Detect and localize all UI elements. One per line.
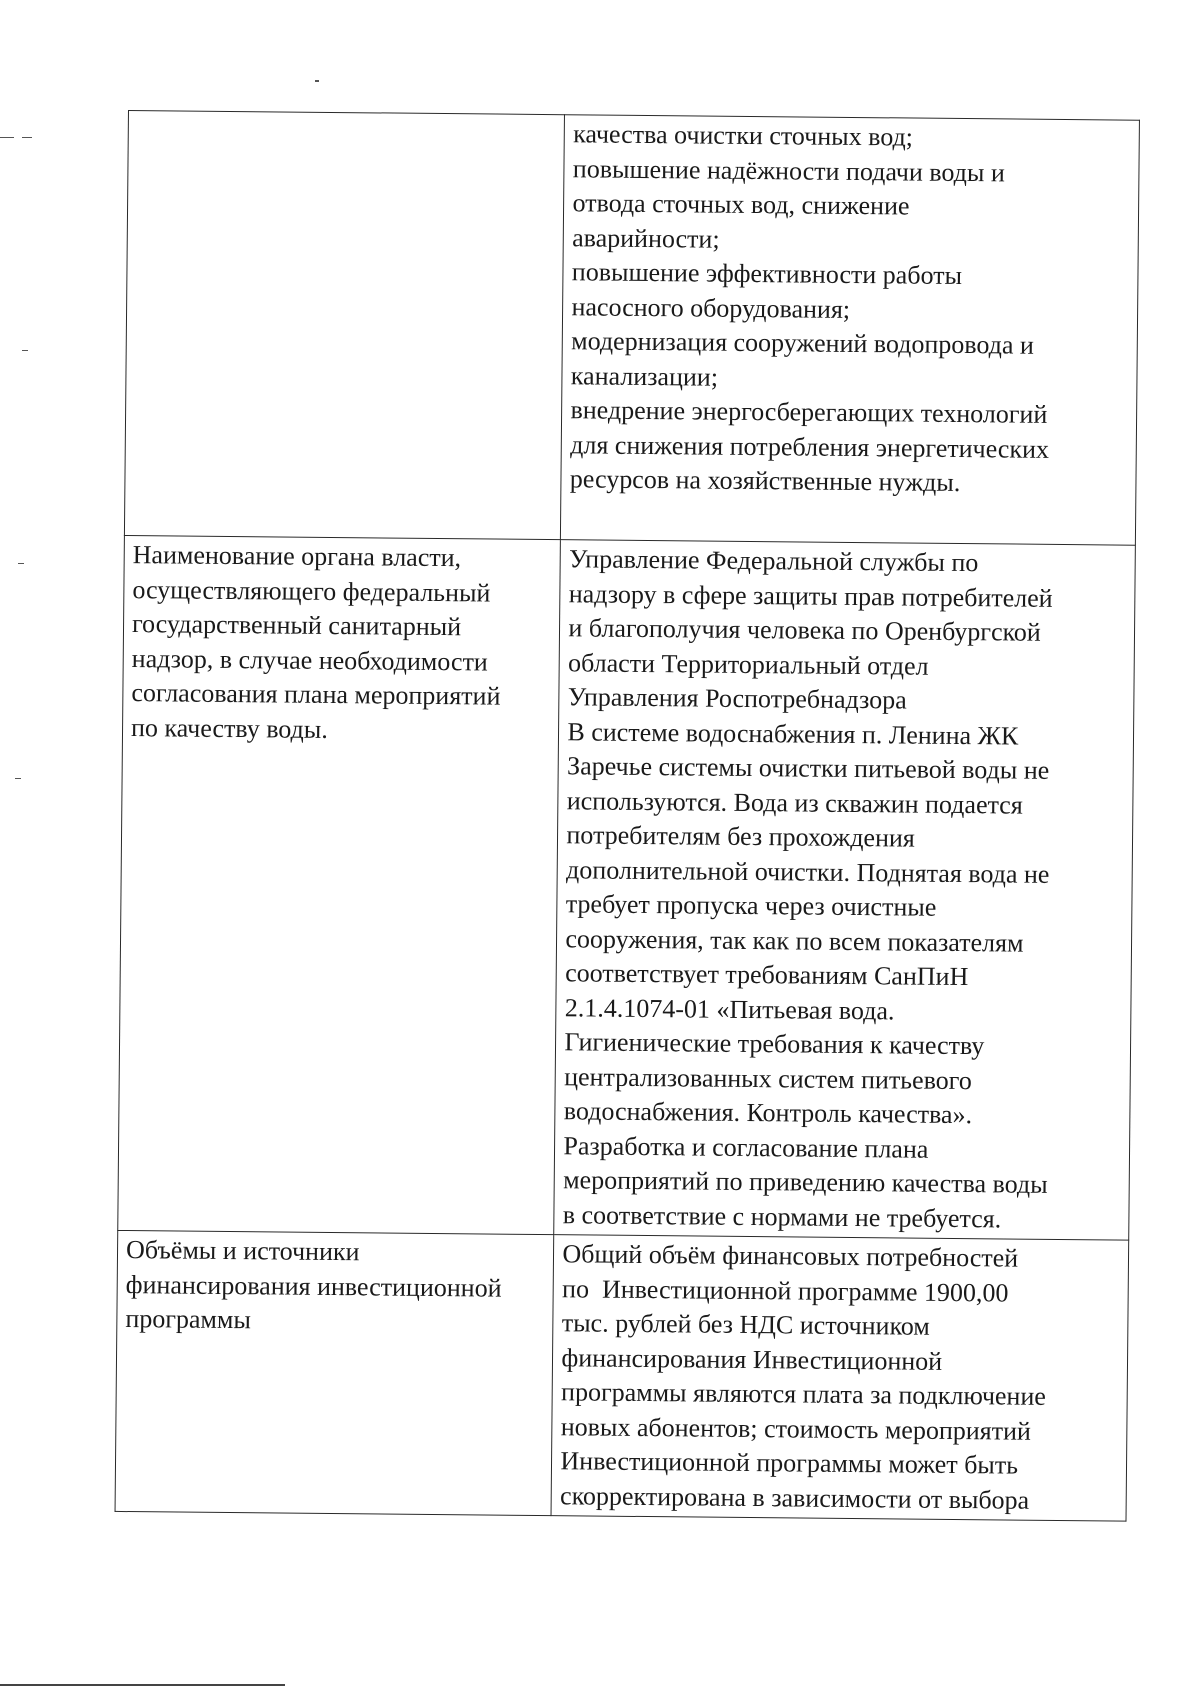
text-line: Управления Роспотребнадзора [567,682,907,715]
text-line: государственный санитарный [131,609,462,642]
text-line: осуществляющего федеральный [132,574,491,608]
text-line: требует пропуска через очистные [565,889,937,922]
text-line: области Территориальный отдел [567,647,929,681]
text-line: программы [125,1304,252,1335]
text-line: Управление Федеральной службы по [568,544,979,578]
scan-mark [315,80,319,82]
text-line: сооружения, так как по всем показателям [565,923,1024,958]
text-line: Разработка и согласование плана [563,1130,929,1164]
text-line: по Инвестиционной программе 1900,00 [561,1273,1009,1308]
scan-mark [18,563,24,564]
text-line: мероприятий по приведению качества воды [563,1165,1048,1199]
row-value-cell [551,1235,1128,1522]
text-line: соответствует требованиям СанПиН [565,958,969,992]
text-line: качества очистки сточных вод; [573,119,914,152]
table-row [115,1230,1129,1521]
table-row [118,535,1136,1240]
text-line: используются. Вода из скважин подается [566,785,1023,820]
text-line: тыс. рублей без НДС источником [561,1308,930,1341]
text-line: дополнительной очистки. Поднятая вода не [565,854,1050,889]
text-line: потребителям без прохождения [566,820,915,853]
text-line: надзор, в случае необходимости [131,643,488,676]
text-line: и благополучия человека по Оренбургской [568,613,1041,647]
text-line: повышение эффективности работы [571,257,963,291]
text-line: Инвестиционной программы может быть [560,1446,1019,1480]
text-line: надзору в сфере защиты прав потребителей [568,578,1053,613]
text-line: модернизация сооружений водопровода и [571,326,1035,360]
text-line: финансирования Инвестиционной [561,1342,943,1376]
text-line: водоснабжения. Контроль качества». [563,1096,973,1130]
text-line: В системе водоснабжения п. Ленина ЖК [567,716,1019,751]
text-line: в соответствие с нормами не требуется. [562,1199,1002,1233]
text-line: Заречье системы очистки питьевой воды не [566,751,1050,785]
row-value-cell [561,115,1140,545]
text-line: канализации; [570,360,719,392]
text-line: по качеству воды. [130,712,328,744]
text-line: для снижения потребления энергетических [570,429,1050,464]
text-line: 2.1.4.1074-01 «Питьевая вода. [564,992,895,1025]
info-table [115,110,1140,1522]
text-line: новых абонентов; стоимость мероприятий [560,1411,1032,1446]
table-row [124,111,1139,546]
scan-mark [22,137,32,138]
row-label-cell [118,535,561,1234]
text-line: аварийности; [572,222,720,254]
footnote-rule [0,1684,285,1686]
scan-mark [0,137,14,138]
text-line: Объёмы и источники [125,1235,360,1267]
text-line: внедрение энергосберегающих технологий [570,395,1048,429]
text-line: повышение надёжности подачи воды и [572,153,1005,187]
row-value-cell [554,540,1135,1240]
text-line: насосного оборудования; [571,291,851,324]
text-line: ресурсов на хозяйственные нужды. [569,464,961,498]
text-line: Общий объём финансовых потребностей [562,1239,1019,1273]
text-line: Гигиенические требования к качеству [564,1027,985,1061]
text-line: программы являются плата за подключение [560,1377,1047,1411]
text-line: финансирования инвестиционной [125,1269,502,1303]
text-line: Наименование органа власти, [132,540,462,573]
scan-mark [22,350,28,351]
text-line: скорректирована в зависимости от выбора [559,1480,1030,1515]
row-label-cell [124,111,564,540]
text-line: согласования плана мероприятий [131,678,501,711]
text-line: централизованных систем питьевого [564,1061,972,1095]
row-label-cell [115,1230,554,1515]
text-line: отвода сточных вод, снижение [572,188,910,221]
scan-mark [15,778,21,779]
